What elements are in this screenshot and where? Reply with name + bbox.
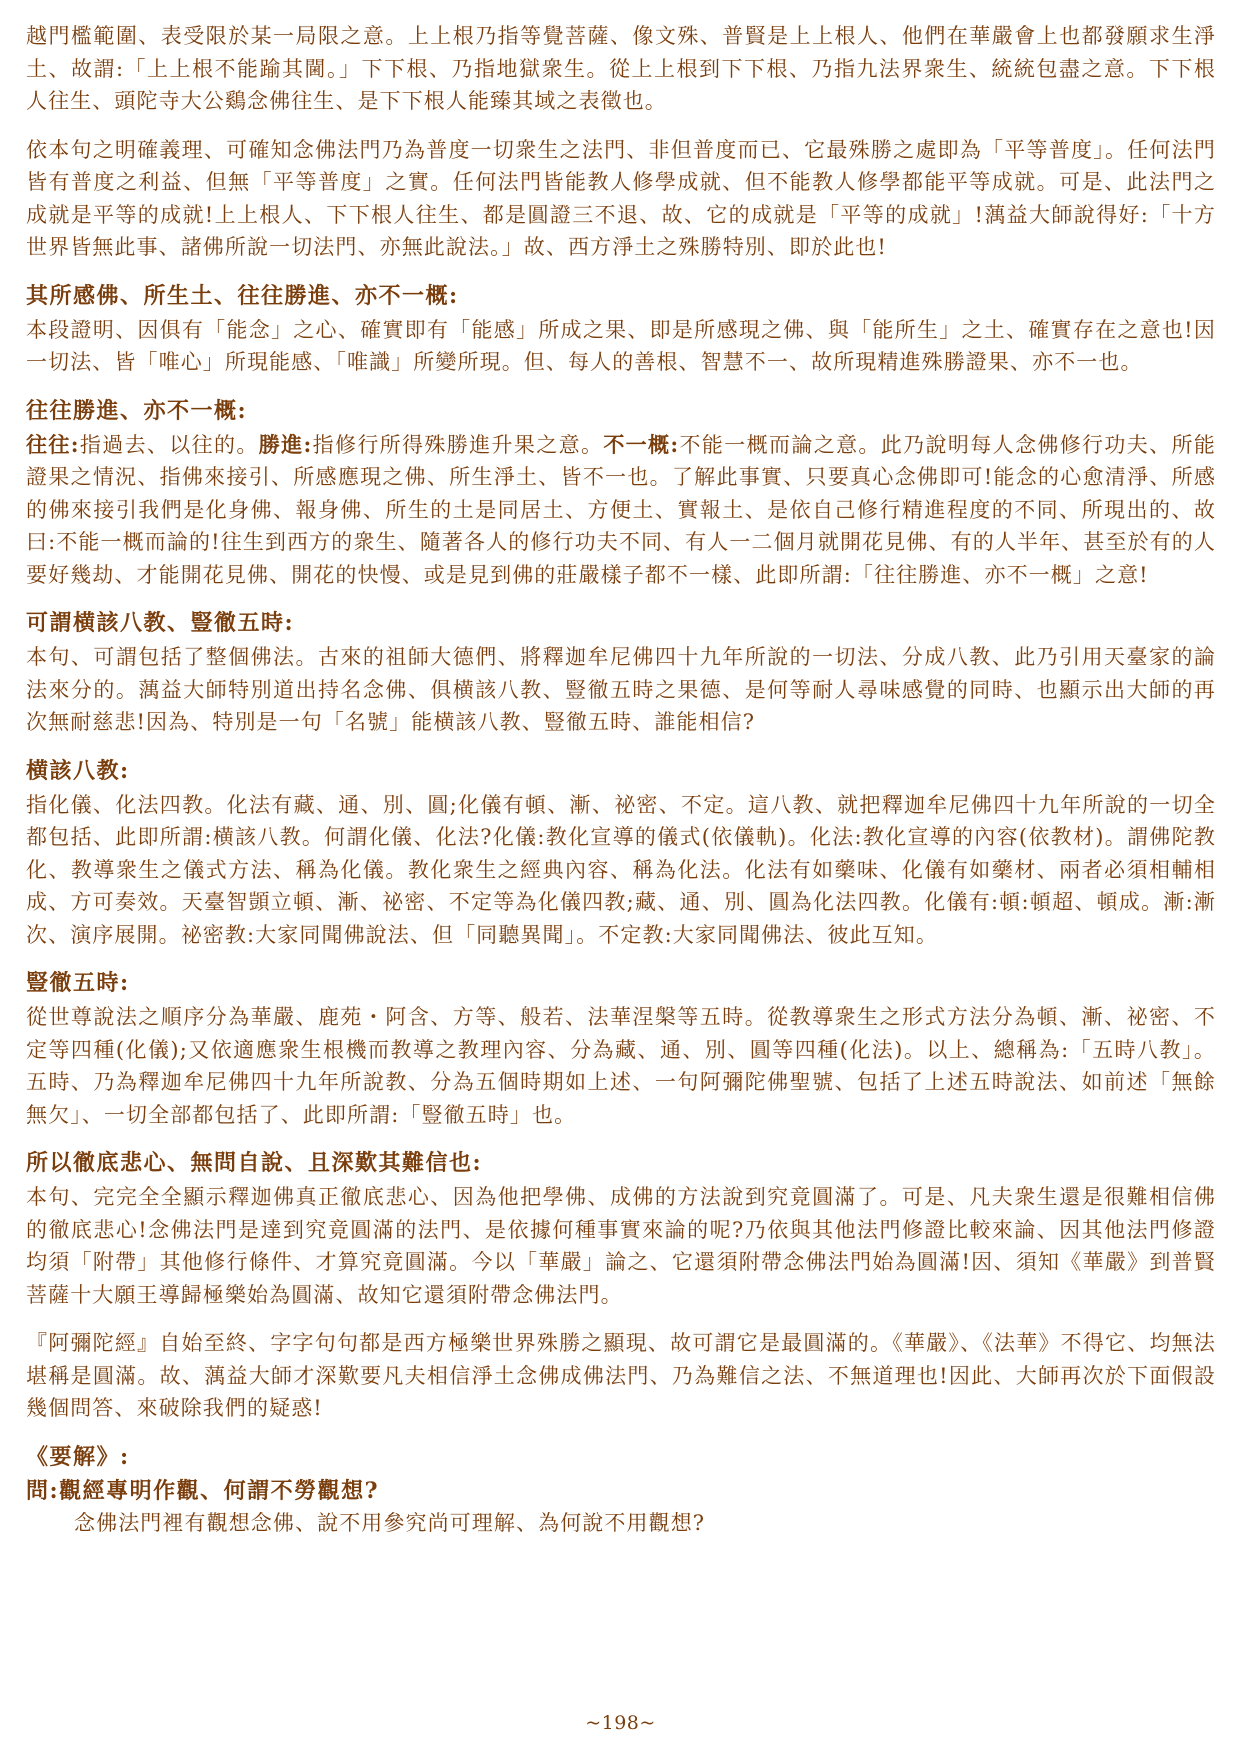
section-heading-buddha-land: 其所感佛、所生土、往往勝進、亦不一概: bbox=[26, 282, 459, 309]
paragraph-buddha-land: 本段證明、因俱有「能念」之心、確實即有「能感」所成之果、即是所感現之佛、與「能所生」之土、確實存在之意也!因一切法、皆「唯心」所現能感、「唯識」所變所現。但、每人的善根、智慧不一、故所現精進殊勝證果、亦不一也。 bbox=[26, 317, 1216, 374]
paragraph-five-periods: 從世尊說法之順序分為華嚴、鹿苑・阿含、方等、般若、法華涅槃等五時。從教導衆生之形式方法分為頓、漸、祕密、不定等四種(化儀);又依適應衆生根機而教導之教理內容、分為藏、通、別、圓等四種(化法)。以上、總稱為:「五時八教」。五時、乃為釋迦牟尼佛四十九年所說教、分為五個時期如上述、一句阿彌陀佛聖號、包括了上述五時說法、如前述「無餘無欠」、一切全部都包括了、此即所謂:「豎徹五時」也。 bbox=[26, 1005, 1216, 1127]
definition-wangwang: 指過去、以往的。 bbox=[79, 432, 259, 457]
question-line: 問:觀經專明作觀、何謂不勞觀想? bbox=[26, 1477, 380, 1504]
paragraph-eight-teachings: 指化儀、化法四教。化法有藏、通、別、圓;化儀有頓、漸、祕密、不定。這八教、就把釋迦牟尼佛四十九年所說的一切全都包括、此即所謂:横該八教。何謂化儀、化法?化儀:教化宣導的儀式(依儀軌)。化法:教化宣導的內容(依教材)。謂佛陀教化、教導衆生之儀式方法、稱為化儀。教化衆生之經典內容、稱為化法。化法有如藥味、化儀有如藥材、兩者必須相輔相成、方可奏效。天臺智顗立頓、漸、祕密、不定等為化儀四教;藏、通、別、圓為化法四教。化儀有:頓:頓超、頓成。漸:漸次、演序展開。祕密教:大家同聞佛說法、但「同聽異聞」。不定教:大家同聞佛法、彼此互知。 bbox=[26, 792, 1216, 947]
page-number: ~198~ bbox=[585, 1712, 656, 1734]
paragraph-amitabha-sutra: 『阿彌陀經』自始至終、字字句句都是西方極樂世界殊勝之顯現、故可謂它是最圓滿的。《華嚴》、《法華》不得它、均無法堪稱是圓滿。故、蕅益大師才深歎要凡夫相信淨土念佛成佛法門、乃為難信之法、不無道理也!因此、大師再次於下面假設幾個問答、來破除我們的疑惑! bbox=[26, 1331, 1216, 1420]
paragraph-upper-lower-roots: 越門檻範圍、表受限於某一局限之意。上上根乃指等覺菩薩、像文殊、普賢是上上根人、他們在華嚴會上也都發願求生淨土、故謂:「上上根不能踰其閫。」下下根、乃指地獄衆生。從上上根到下下根、乃指九法界衆生、統統包盡之意。下下根人往生、頭陀寺大公鷄念佛往生、是下下根人能臻其域之表徵也。 bbox=[26, 24, 1216, 113]
paragraph-compassion: 本句、完完全全顯示釋迦佛真正徹底悲心、因為他把學佛、成佛的方法說到究竟圓滿了。可是、凡夫衆生還是很難相信佛的徹底悲心!念佛法門是達到究竟圓滿的法門、是依據何種事實來論的呢?乃依與其他法門修證比較來論、因其他法門修證均須「附帶」其他修行條件、才算究竟圓滿。今以「華嚴」論之、它還須附帶念佛法門始為圓滿!因、須知《華嚴》到普賢菩薩十大願王導歸極樂始為圓滿、故知它還須附帶念佛法門。 bbox=[26, 1185, 1216, 1307]
section-heading-eight-teachings: 横該八教: bbox=[26, 757, 130, 784]
definition-shengjin: 指修行所得殊勝進升果之意。 bbox=[312, 432, 604, 457]
paragraph-progress bbox=[26, 429, 1216, 592]
section-heading-eight-teachings-five-periods: 可謂横該八教、豎徹五時: bbox=[26, 610, 295, 636]
term-wangwang: 往往: bbox=[26, 431, 80, 457]
definition-buyigai: 不能一概而論之意。此乃說明每人念佛修行功夫、所能證果之情況、指佛來接引、所感應現之佛、所生淨土、皆不一也。了解此事實、只要真心念佛即可!能念的心愈清淨、所感的佛來接引我們是化身佛、報身佛、所生的土是同居土、方便土、實報土、是依自己修行精進程度的不同、所現出的、故曰:不能一概而論的!往生到西方的衆生、隨著各人的修行功夫不同、有人一二個月就開花見佛、有的人半年、甚至於有的人要好幾劫、才能開花見佛、開花的快慢、或是見到佛的莊嚴樣子都不一樣、此即所謂:「往往勝進、亦不一概」之意! bbox=[26, 432, 1216, 587]
section-heading-progress: 往往勝進、亦不一概: bbox=[26, 397, 248, 424]
term-buyigai: 不一概: bbox=[603, 431, 680, 457]
term-shengjin: 勝進: bbox=[258, 431, 313, 457]
paragraph-question-elaboration: 念佛法門裡有觀想念佛、說不用參究尚可理解、為何說不用觀想? bbox=[74, 1510, 706, 1535]
section-heading-compassion: 所以徹底悲心、無問自說、且深歎其難信也: bbox=[26, 1150, 483, 1176]
paragraph-eight-teachings-five-periods: 本句、可謂包括了整個佛法。古來的祖師大德們、將釋迦牟尼佛四十九年所說的一切法、分成八教、此乃引用天臺家的論法來分的。蕅益大師特別道出持名念佛、俱横該八教、豎徹五時之果德、是何等耐人尋味感覺的同時、也顯示出大師的再次無耐慈悲!因為、特別是一句「名號」能横該八教、豎徹五時、誰能相信? bbox=[26, 645, 1216, 734]
section-heading-yaojie: 《要解》: bbox=[26, 1443, 130, 1470]
section-heading-five-periods: 豎徹五時: bbox=[26, 970, 130, 996]
document-page bbox=[26, 20, 1216, 1539]
paragraph-equal-salvation: 依本句之明確義理、可確知念佛法門乃為普度一切衆生之法門、非但普度而已、它最殊勝之處即為「平等普度」。任何法門皆有普度之利益、但無「平等普度」之實。任何法門皆能教人修學成就、但不能教人修學都能平等成就。可是、此法門之成就是平等的成就!上上根人、下下根人往生、都是圓證三不退、故、它的成就是「平等的成就」!蕅益大師說得好:「十方世界皆無此事、諸佛所說一切法門、亦無此說法。」故、西方淨土之殊勝特別、即於此也! bbox=[26, 137, 1216, 259]
